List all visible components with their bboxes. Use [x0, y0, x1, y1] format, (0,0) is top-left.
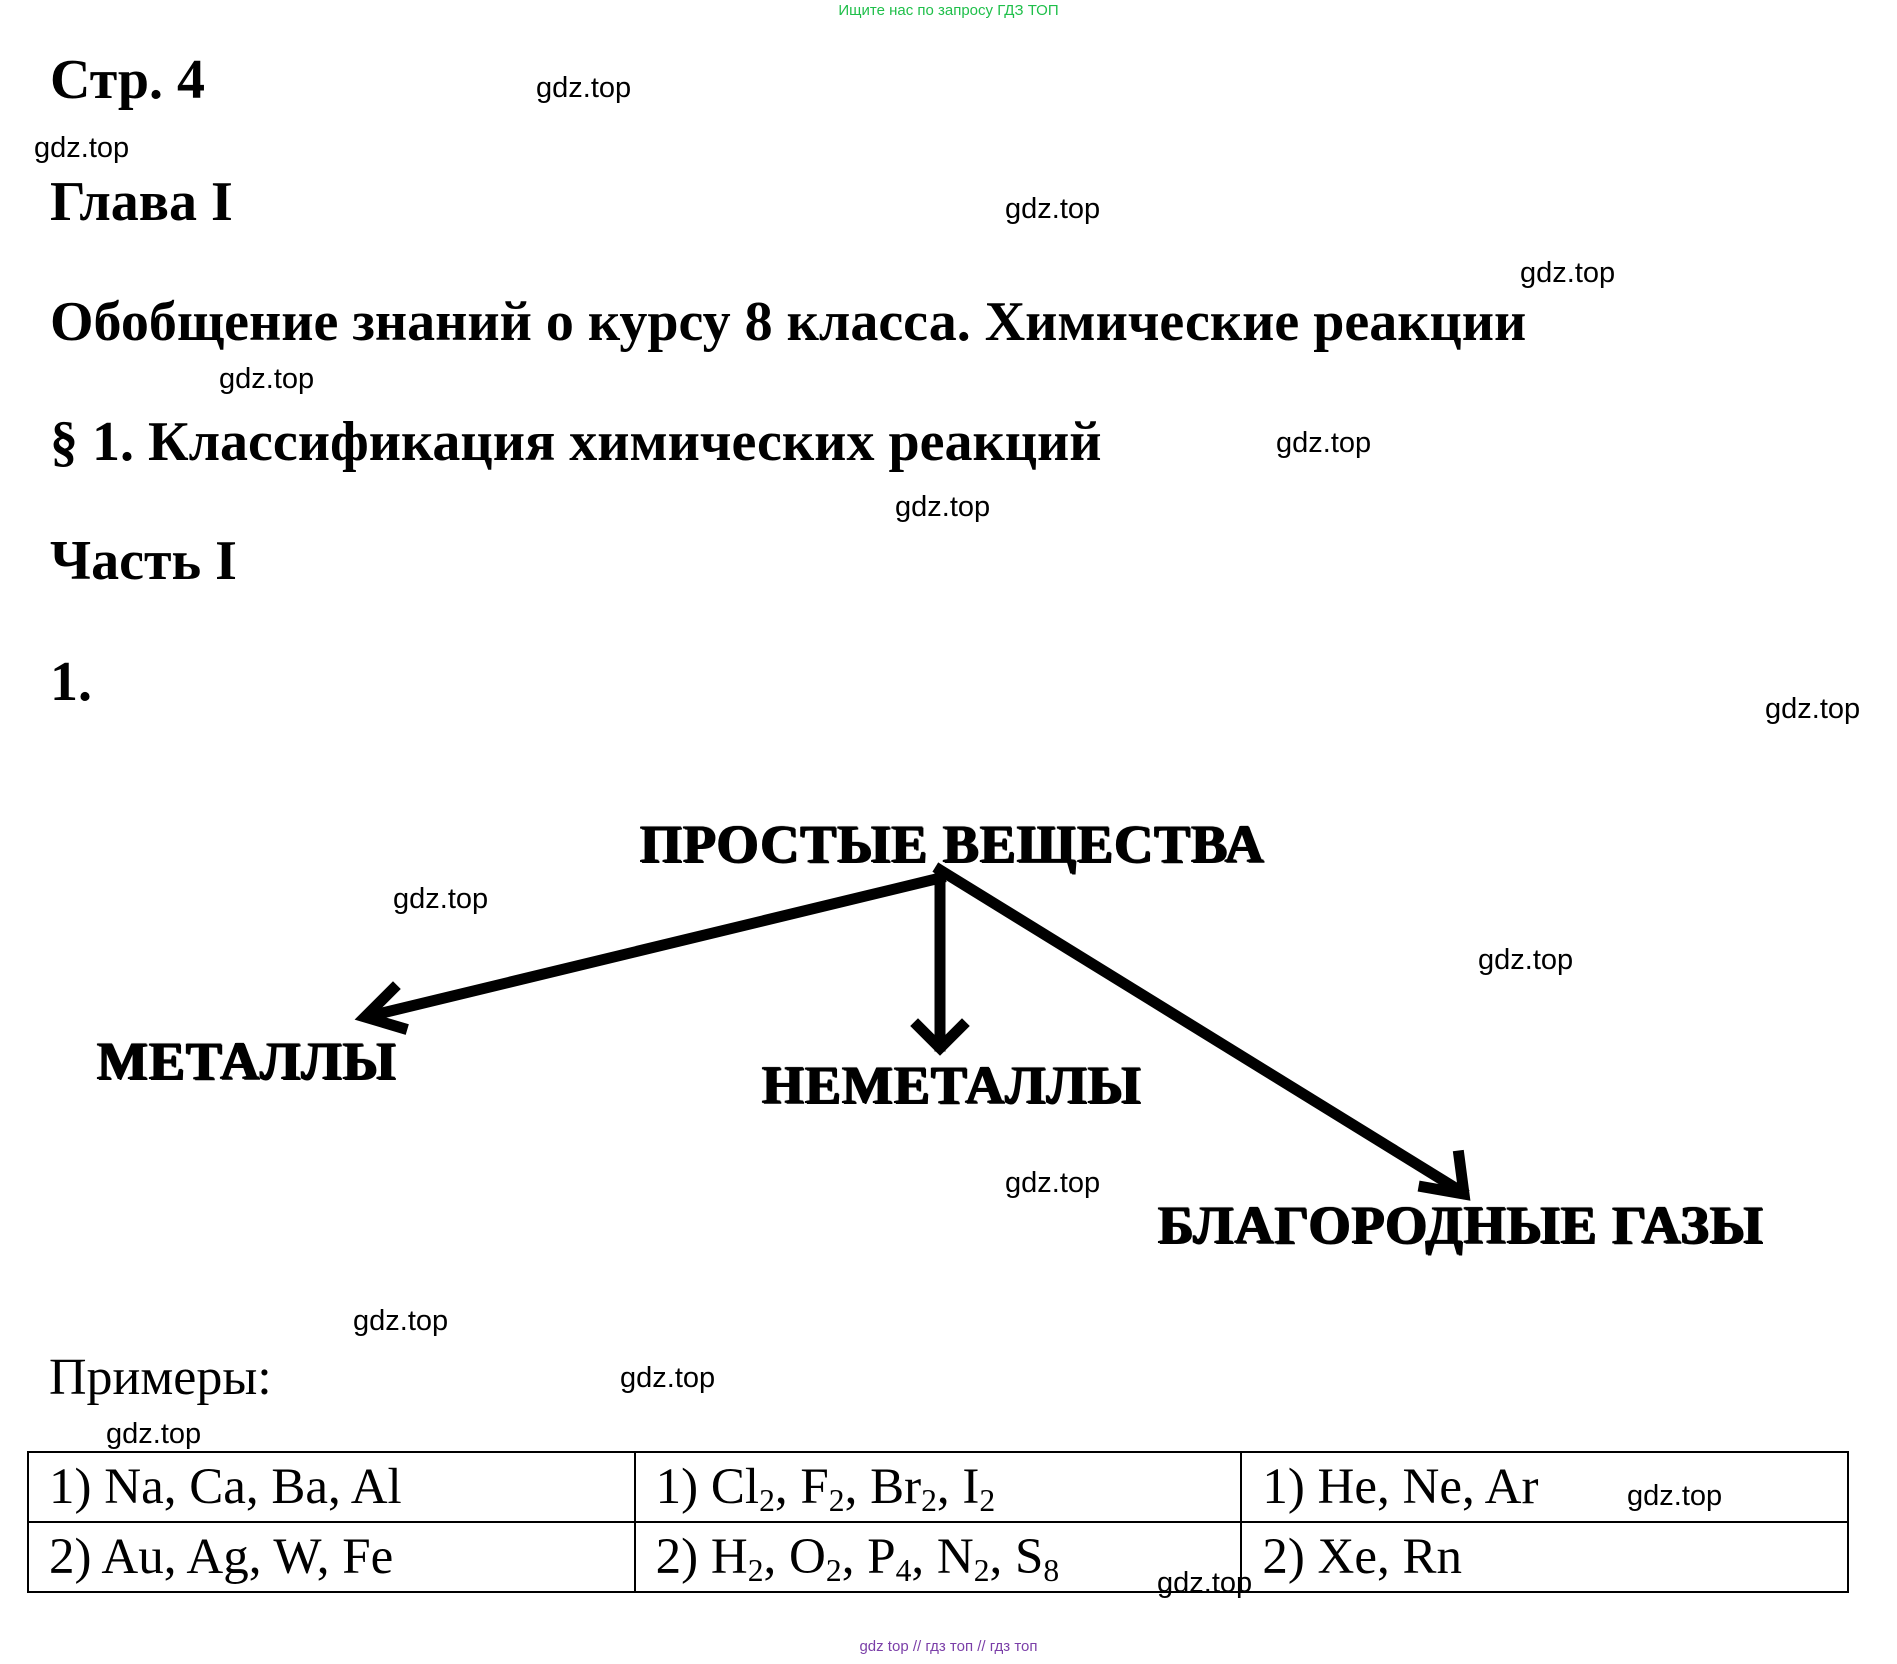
chapter-heading: Глава I [50, 171, 233, 233]
watermark: gdz.top [353, 1305, 449, 1337]
watermark: gdz.top [1627, 1480, 1723, 1512]
watermark: gdz.top [1157, 1567, 1253, 1599]
task-number: 1. [50, 651, 92, 713]
nonmetals-row2: 2) $H_2$, $O_2$, $P_4$, $N_2$, $S_8$ [635, 1522, 1242, 1592]
arrow-to-noble-gases [940, 870, 1462, 1192]
examples-label: Примеры: [49, 1349, 272, 1406]
watermark: gdz.top [536, 72, 632, 104]
diagram-node-noble-gases: БЛАГОРОДНЫЕ ГАЗЫ [1158, 1195, 1764, 1255]
noble-gases-row2: 2) Xe, Rn [1241, 1522, 1848, 1592]
bottom-banner-note: gdz top // гдз топ // гдз топ [859, 1638, 1038, 1655]
part-heading: Часть I [50, 530, 237, 592]
watermark: gdz.top [106, 1418, 202, 1450]
diagram-root-simple-substances: ПРОСТЫЕ ВЕЩЕСТВА [640, 814, 1265, 874]
watermark: gdz.top [1520, 257, 1616, 289]
examples-table [27, 1451, 1849, 1593]
diagram-node-nonmetals: НЕМЕТАЛЛЫ [762, 1055, 1142, 1115]
metals-row2: 2) Au, Ag, W, Fe [28, 1522, 635, 1592]
chapter-title: Обобщение знаний о курсу 8 класса. Химические реакции [50, 291, 1527, 353]
watermark: gdz.top [34, 132, 130, 164]
table-row [28, 1452, 1848, 1522]
section-heading: § 1. Классификация химических реакций [50, 411, 1102, 473]
watermark: gdz.top [895, 491, 991, 523]
nonmetals-row1: 1) $Cl_2$, $F_2$, $Br_2$, $I_2$ [635, 1452, 1242, 1522]
watermark: gdz.top [620, 1362, 716, 1394]
watermark: gdz.top [393, 883, 489, 915]
top-banner-note: Ищите нас по запросу ГДЗ ТОП [838, 2, 1059, 19]
diagram-node-metals: МЕТАЛЛЫ [97, 1031, 397, 1091]
noble-gases-row1: 1) He, Ne, Ar [1241, 1452, 1848, 1522]
watermark: gdz.top [1005, 193, 1101, 225]
watermark: gdz.top [1276, 427, 1372, 459]
page-number: Стр. 4 [50, 49, 206, 111]
watermark: gdz.top [1765, 693, 1861, 725]
watermark: gdz.top [1005, 1167, 1101, 1199]
metals-row1: 1) Na, Ca, Ba, Al [28, 1452, 635, 1522]
table-row [28, 1522, 1848, 1592]
watermark: gdz.top [1478, 944, 1574, 976]
watermark: gdz.top [219, 363, 315, 395]
